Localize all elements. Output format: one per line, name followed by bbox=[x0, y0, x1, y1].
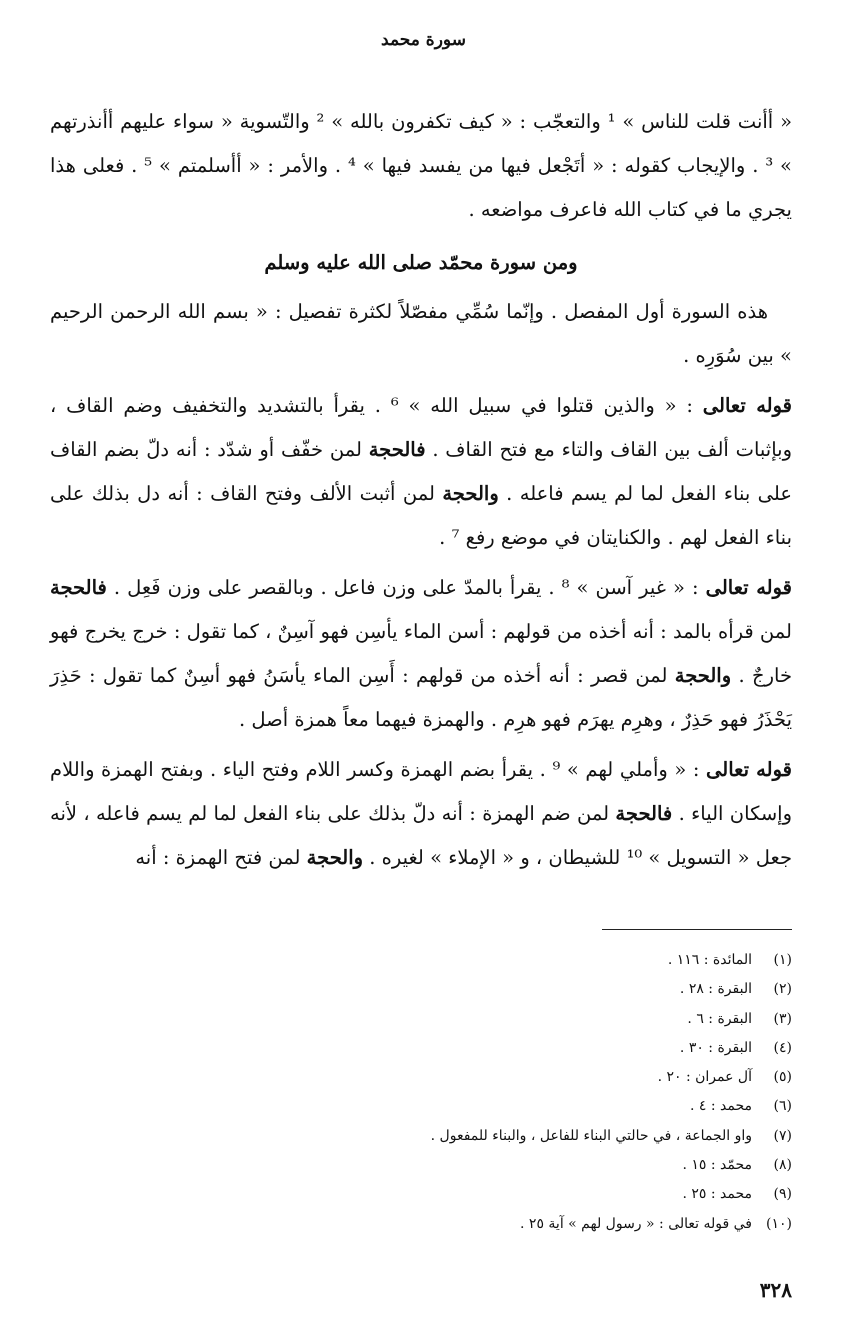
footnote bbox=[52, 1034, 792, 1063]
footnote-text: محمد : ٢٥ . bbox=[682, 1186, 752, 1203]
footnote-text: محمد : ٤ . bbox=[689, 1098, 752, 1115]
verse-label: قوله تعالى bbox=[705, 576, 792, 599]
verse-label: قوله تعالى bbox=[706, 758, 792, 781]
footnotes-list bbox=[52, 946, 792, 1239]
paragraph-text: لمن قرأه بالمد : أنه أخذه من قولهم : أسن الماء يأسِن فهو آسِنٌ ، كما تقول : خرج يخرج فهو خارجٌ . bbox=[50, 620, 792, 687]
paragraph-text: : « غير آسن » ⁸ . يقرأ بالمدّ على وزن فاعل . وبالقصر على وزن فَعِل . bbox=[113, 576, 699, 599]
footnote-text: آل عمران : ٢٠ . bbox=[657, 1069, 752, 1086]
paragraph-text: : « وأملي لهم » ⁹ . يقرأ بضم الهمزة وكسر اللام وفتح الياء . وبفتح الهمزة واللام وإسكان الياء . bbox=[50, 758, 793, 825]
footnote-number: (٧) bbox=[773, 1127, 792, 1144]
footnote-number: (١) bbox=[773, 952, 792, 968]
footnote-divider bbox=[602, 929, 792, 930]
paragraph-text: لمن أثبت الألف وفتح القاف : أنه دل بذلك على بناء الفعل لهم . والكنايتان في موضع رفع ⁷ . bbox=[50, 482, 792, 549]
paragraph-surah-intro: هذه السورة أول المفصل . وإنّما سُمِّي مفصّلاً لكثرة تفصيل : « بسم الله الرحمن الرحيم » بين سُوَرِه . bbox=[50, 300, 792, 367]
hujja-label: فالحجة bbox=[615, 802, 673, 825]
footnote-number: (٩) bbox=[773, 1186, 792, 1203]
footnote-number: (٦) bbox=[773, 1098, 792, 1115]
footnote-number: (٨) bbox=[773, 1157, 792, 1174]
paragraph-text: : « والذين قتلوا في سبيل الله » ⁶ . يقرأ بالتشديد والتخفيف وضم القاف ، وبإثبات ألف بين القاف والتاء مع فتح القاف . bbox=[50, 394, 792, 461]
main-text bbox=[50, 100, 792, 880]
footnote-text: البقرة : ٦ . bbox=[687, 1010, 752, 1027]
footnote-number: (٥) bbox=[773, 1069, 792, 1086]
footnote bbox=[52, 975, 792, 1004]
hujja-label: والحجة bbox=[306, 846, 364, 869]
footnote-text: البقرة : ٣٠ . bbox=[679, 1039, 752, 1056]
verse-label: قوله تعالى bbox=[702, 394, 792, 417]
footnote bbox=[52, 1151, 792, 1180]
paragraph-text: لمن ضم الهمزة : أنه دلّ بذلك على بناء الفعل لما لم يسم فاعله ، لأنه جعل « التسويل » ¹⁰ للشيطان ، و « الإملاء » لغيره . bbox=[50, 802, 792, 869]
hujja-label: والحجة bbox=[442, 482, 499, 505]
footnote bbox=[52, 1210, 792, 1239]
paragraph-text: لمن فتح الهمزة : أنه bbox=[135, 846, 301, 869]
footnote bbox=[52, 1005, 792, 1034]
footnote bbox=[52, 1092, 792, 1121]
footnote-number: (٤) bbox=[773, 1039, 792, 1056]
paragraph-text: لمن خفّف أو شدّد : أنه دلّ بضم القاف على بناء الفعل لما لم يسم فاعله . bbox=[50, 438, 792, 505]
intro-paragraph: « أأنت قلت للناس » ¹ والتعجّب : « كيف تكفرون بالله » ² والتّسوية « سواء عليهم أأنذرتهم » ³ . والإيجاب كقوله : « أتَجْعل فيها من يفسد فيها » ⁴ . والأمر : « أأسلمتم » ⁵ . فعلى هذا يجري ما في كتاب الله فاعرف مواضعه . bbox=[50, 110, 792, 221]
footnote bbox=[52, 946, 792, 975]
footnote-text: واو الجماعة ، في حالتي البناء للفاعل ، والبناء للمفعول . bbox=[430, 1127, 752, 1144]
paragraph-verse-asin bbox=[50, 566, 792, 742]
page-number: ٣٢٨ bbox=[759, 1278, 792, 1302]
footnote-number: (٣) bbox=[773, 1010, 792, 1027]
hujja-label: فالحجة bbox=[368, 438, 426, 461]
footnote-text: البقرة : ٢٨ . bbox=[679, 981, 752, 998]
footnote-text: المائدة : ١١٦ . bbox=[667, 952, 752, 968]
paragraph-verse-amla bbox=[50, 748, 792, 880]
running-head: سورة محمد bbox=[381, 30, 466, 50]
footnote-text: محمّد : ١٥ . bbox=[682, 1157, 752, 1174]
footnote-text: في قوله تعالى : « رسول لهم » آية ٢٥ . bbox=[520, 1215, 752, 1232]
footnote bbox=[52, 1180, 792, 1209]
hujja-label: فالحجة bbox=[50, 576, 107, 599]
footnote bbox=[52, 1122, 792, 1151]
hujja-label: والحجة bbox=[674, 664, 732, 687]
footnote bbox=[52, 1063, 792, 1092]
footnote-number: (١٠) bbox=[766, 1215, 792, 1232]
section-title: ومن سورة محمّد صلى الله عليه وسلم bbox=[264, 251, 578, 274]
paragraph-text: لمن قصر : أنه أخذه من قولهم : أَسِن الماء يأسَنُ فهو أسِنٌ كما تقول : حَذِرَ يَحْذَرُ فهو حَذِرٌ ، وهرِم يهرَم فهو هرِم . والهمزة فيهما معاً همزة أصل . bbox=[50, 664, 792, 731]
paragraph-verse-qutilu bbox=[50, 384, 792, 560]
footnote-number: (٢) bbox=[773, 981, 792, 998]
